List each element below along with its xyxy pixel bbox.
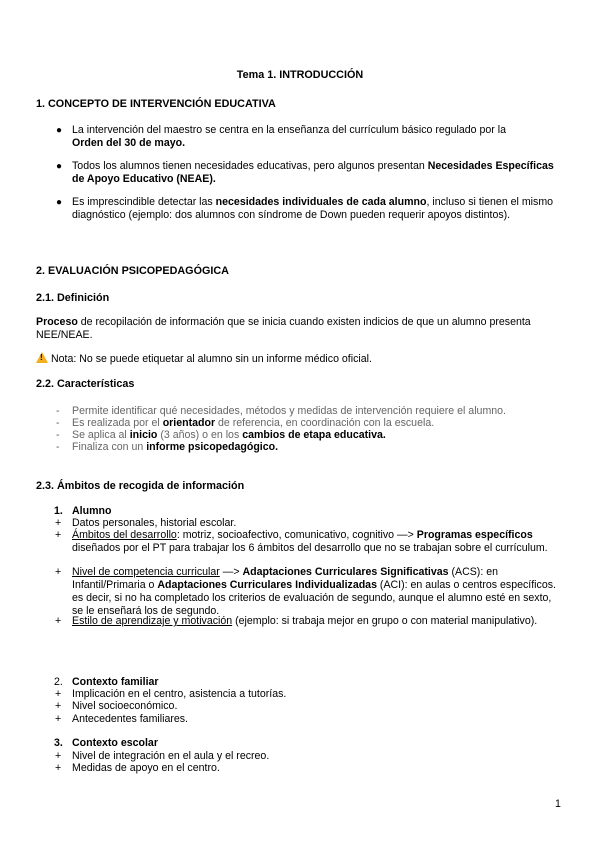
bullet-marker: ● [56,125,63,136]
familiar-item-1: Implicación en el centro, asistencia a tutorías. [72,688,287,700]
alumno-item-3: Nivel de competencia curricular —> Adaptaciones Curriculares Significativas (ACS): en Infantil/Primaria o Adaptaciones Curriculares Individualizadas (ACI): en aulas o centros específicos. es decir, si no ha completado los criterios de evaluación de segundo, aunque el alumno esté en sexto, se le enseñará los de segundo. [72,566,556,617]
dash-marker: - [56,405,60,417]
bullet-marker: ● [56,161,63,172]
alumno-title: Alumno [72,505,112,517]
plus-marker: + [55,713,62,725]
section-1-heading: 1. CONCEPTO DE INTERVENCIÓN EDUCATIVA [36,98,276,110]
bullet-1-text: La intervención del maestro se centra en la enseñanza del currículum básico regulado por la Orden del 30 de mayo. [72,124,507,149]
plus-marker: + [55,615,62,627]
subsection-2-1-heading: 2.1. Definición [36,292,110,304]
characteristic-4: Finaliza con un informe psicopedagógico. [72,441,279,453]
characteristic-3: Se aplica al inicio (3 años) o en los cambios de etapa educativa. [72,429,386,441]
plus-marker: + [55,750,62,762]
familiar-item-2: Nivel socioeconómico. [72,700,178,712]
list-number: 1. [54,505,63,517]
escolar-item-2: Medidas de apoyo en el centro. [72,762,220,774]
plus-marker: + [55,517,62,529]
plus-marker: + [55,700,62,712]
subsection-2-3-heading: 2.3. Ámbitos de recogida de información [36,480,245,492]
dash-marker: - [56,429,60,441]
escolar-item-1: Nivel de integración en el aula y el recreo. [72,750,270,762]
note-paragraph: !Nota: No se puede etiquetar al alumno sin un informe médico oficial. [36,351,556,366]
familiar-title: Contexto familiar [72,676,159,688]
alumno-item-1: Datos personales, historial escolar. [72,517,237,529]
bullet-3-text: Es imprescindible detectar las necesidades individuales de cada alumno, incluso si tienen el mismo diagnóstico (ejemplo: dos alumnos con síndrome de Down pueden requerir apoyos distintos). [72,196,554,221]
plus-marker: + [55,762,62,774]
page-title: Tema 1. INTRODUCCIÓN [236,69,364,81]
alumno-item-2: Ámbitos del desarrollo: motriz, socioafectivo, comunicativo, cognitivo —> Programas específicos diseñados por el PT para trabajar los 6 ámbitos del desarrollo que no se trabajan sobre el currículum. [72,529,548,554]
bullet-marker: ● [56,197,63,208]
subsection-2-2-heading: 2.2. Características [36,378,135,390]
escolar-title: Contexto escolar [72,737,158,749]
alumno-item-4: Estilo de aprendizaje y motivación (ejemplo: si trabaja mejor en grupo o con material manipulativo). [72,615,538,627]
characteristic-2: Es realizada por el orientador de referencia, en coordinación con la escuela. [72,417,435,429]
plus-marker: + [55,688,62,700]
warning-icon [36,352,48,363]
section-2-heading: 2. EVALUACIÓN PSICOPEDAGÓGICA [36,265,229,277]
characteristic-1: Permite identificar qué necesidades, métodos y medidas de intervención requiere el alumno. [72,405,506,417]
page-number: 1 [555,798,561,810]
dash-marker: - [56,417,60,429]
list-number: 2. [54,676,63,688]
familiar-item-3: Antecedentes familiares. [72,713,189,725]
plus-marker: + [55,566,62,578]
plus-marker: + [55,529,62,541]
bullet-2-text: Todos los alumnos tienen necesidades educativas, pero algunos presentan Necesidades Específicas de Apoyo Educativo (NEAE). [72,160,554,185]
definition-paragraph: Proceso de recopilación de información que se inicia cuando existen indicios de que un alumno presenta NEE/NEAE. [36,316,531,341]
list-number: 3. [54,737,63,749]
dash-marker: - [56,441,60,453]
